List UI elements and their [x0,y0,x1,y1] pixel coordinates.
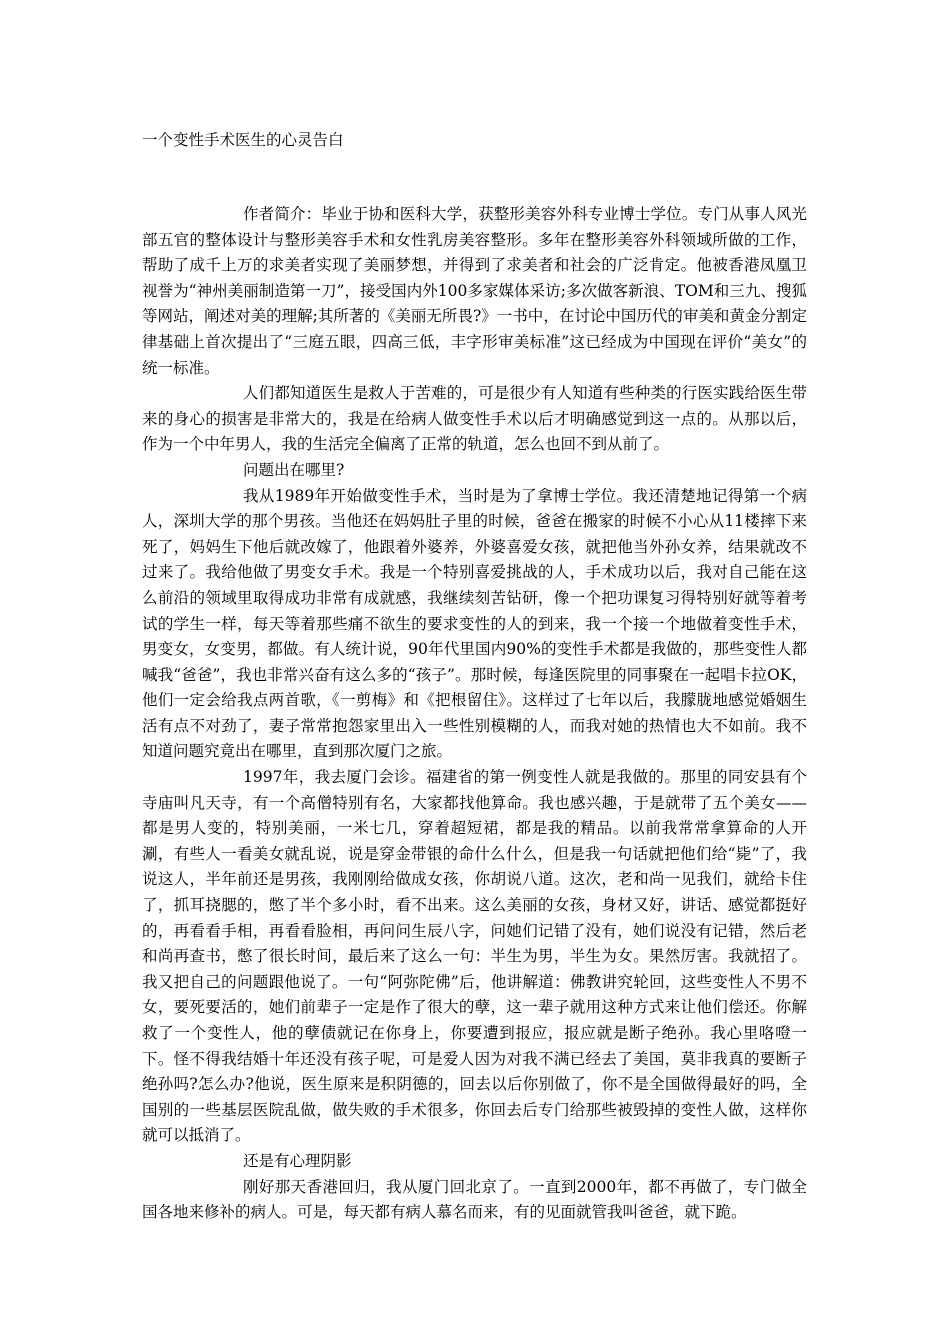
document-title: 一个变性手术医生的心灵告白 [142,131,344,149]
author-intro-paragraph: 作者简介：毕业于协和医科大学，获整形美容外科专业博士学位。专门从事人风光部五官的整体设计与整形美容手术和女性乳房美容整形。多年在整形美容外科领域所做的工作，帮助了成千上万的求美者实现了美丽梦想，并得到了求美者和社会的广泛肯定。他被香港凤凰卫视誉为“神州美丽制造第一刀”，接受国内外100多家媒体采访;多次做客新浪、TOM和三九、搜狐等网站，阐述对美的理解;其所著的《美丽无所畏?》一书中，在讨论中国历代的审美和黄金分割定律基础上首次提出了“三庭五眼，四高三低，丰字形审美标准”这已经成为中国现在评价“美女”的统一标准。 [142,205,807,377]
body-paragraph-4: 刚好那天香港回归，我从厦门回北京了。一直到2000年，都不再做了，专门做全国各地来修补的病人。可是，每天都有病人慕名而来，有的见面就管我叫爸爸，就下跪。 [142,1177,807,1222]
document-body [142,202,807,1226]
section-heading-2: 还是有心理阴影 [243,1151,352,1170]
body-paragraph-2: 我从1989年开始做变性手术，当时是为了拿博士学位。我还清楚地记得第一个病人，深圳大学的那个男孩。当他还在妈妈肚子里的时候，爸爸在搬家的时候不小心从11楼摔下来死了，妈妈生下他后就改嫁了，他跟着外婆养，外婆喜爱女孩，就把他当外孙女养，结果就改不过来了。我给他做了男变女手术。我是一个特别喜爱挑战的人，手术成功以后，我对自己能在这么前沿的领域里取得成功非常有成就感，我继续刻苦钻研，像一个把功课复习得特别好就等着考试的学生一样，每天等着那些痛不欲生的要求变性的人的到来，我一个接一个地做着变性手术，男变女，女变男，都做。有人统计说，90年代里国内90%的变性手术都是我做的，那些变性人都喊我“爸爸”，我也非常兴奋有这么多的“孩子”。那时候，每逢医院里的同事聚在一起唱卡拉OK，他们一定会给我点两首歌，《一剪梅》和《把根留住》。这样过了七年以后，我朦胧地感觉婚姻生活有点不对劲了，妻子常常抱怨家里出入一些性别模糊的人，而我对她的热情也大不如前。我不知道问题究竟出在哪里，直到那次厦门之旅。 [142,486,807,761]
body-paragraph-1: 人们都知道医生是救人于苦难的，可是很少有人知道有些种类的行医实践给医生带来的身心的损害是非常大的，我是在给病人做变性手术以后才明确感觉到这一点的。从那以后，作为一个中年男人，我的生活完全偏离了正常的轨道，怎么也回不到从前了。 [142,384,807,454]
body-paragraph-3: 1997年，我去厦门会诊。福建省的第一例变性人就是我做的。那里的同安县有个寺庙叫凡天寺，有一个高僧特别有名，大家都找他算命。我也感兴趣，于是就带了五个美女——都是男人变的，特别美丽，一米七几，穿着超短裙，都是我的精品。以前我常常拿算命的人开涮，有些人一看美女就乱说，说是穿金带银的命什么什么，但是我一句话就把他们给“毙”了，我说这人，半年前还是男孩，我刚刚给做成女孩，你胡说八道。这次，老和尚一见我们，就给卡住了，抓耳挠腮的，憋了半个多小时，看不出来。这么美丽的女孩，身材又好，讲话、感觉都挺好的，再看看手相，再看看脸相，再问问生辰八字，问她们记错了没有，她们说没有记错，然后老和尚再查书，憋了很长时间，最后来了这么一句：半生为男，半生为女。果然厉害。我就招了。我又把自己的问题跟他说了。一句“阿弥陀佛”后，他讲解道：佛教讲究轮回，这些变性人不男不女，要死要活的，她们前辈子一定是作了很大的孽，这一辈子就用这种方式来让他们偿还。你解救了一个变性人，他的孽债就记在你身上，你要遭到报应，报应就是断子绝孙。我心里咯噔一下。怪不得我结婚十年还没有孩子呢，可是爱人因为对我不满已经去了美国，莫非我真的要断子绝孙吗?怎么办?他说，医生原来是积阴德的，回去以后你别做了，你不是全国做得最好的吗，全国别的一些基层医院乱做，做失败的手术很多，你回去后专门给那些被毁掉的变性人做，这样你就可以抵消了。 [142,768,807,1145]
section-heading-1: 问题出在哪里? [243,460,345,479]
